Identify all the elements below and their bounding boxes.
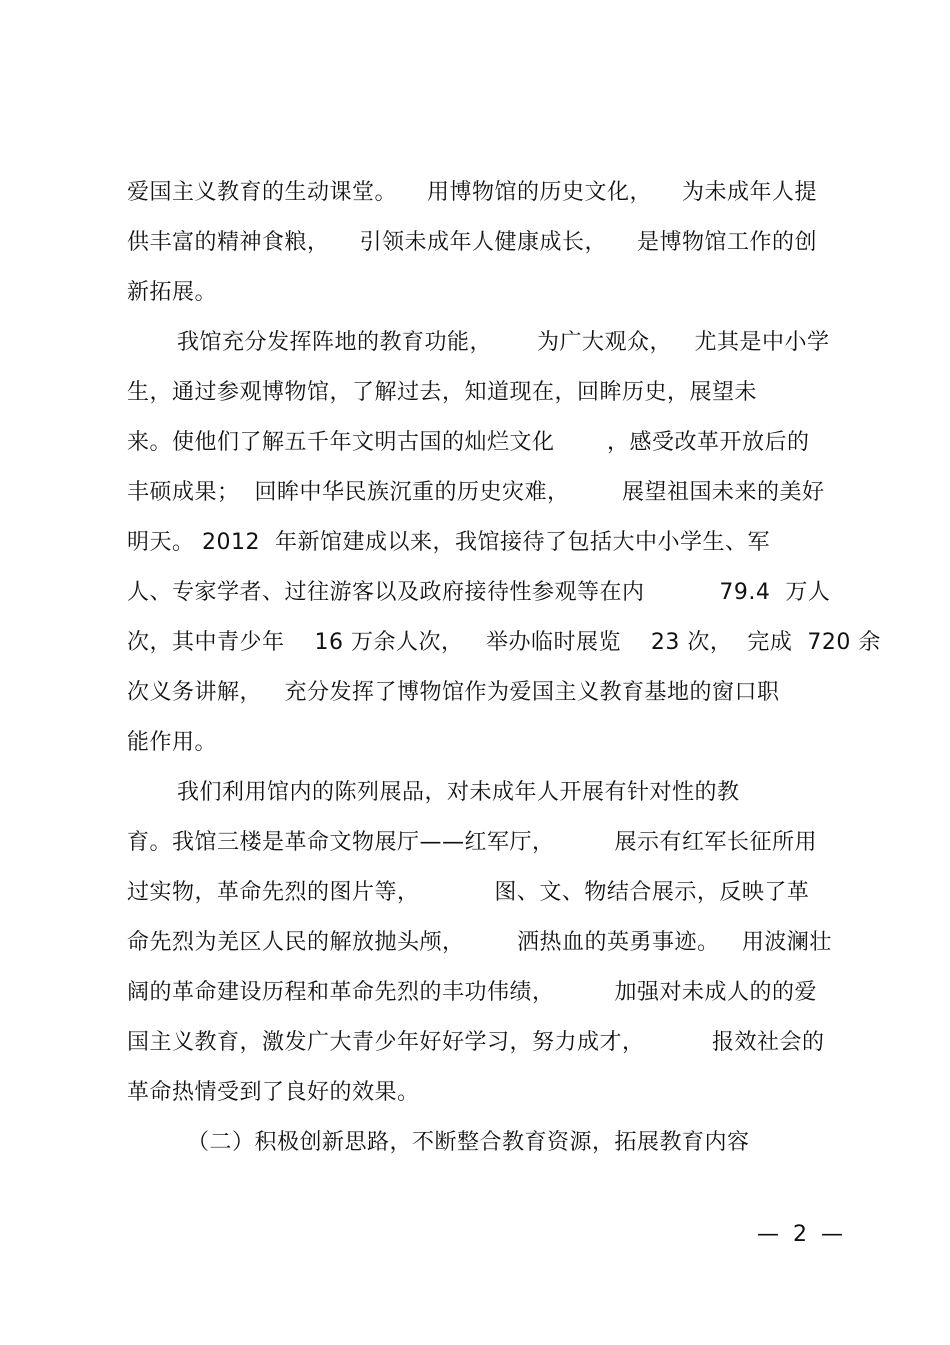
text-line-16: 命先烈为羌区人民的解放抛头颅， 洒热血的英勇事迹。 用波澜壮: [127, 930, 832, 955]
text-line-18: 国主义教育，激发广大青少年好好学习，努力成才， 报效社会的: [127, 1030, 825, 1055]
text-line-1: 爱国主义教育的生动课堂。 用博物馆的历史文化， 为未成年人提: [127, 180, 817, 205]
text-line-7: 丰硕成果； 回眸中华民族沉重的历史灾难， 展望祖国未来的美好: [127, 480, 825, 505]
text-line-6: 来。使他们了解五千年文明古国的灿烂文化 ，感受改革开放后的: [127, 430, 810, 455]
text-line-9: 人、专家学者、过往游客以及政府接待性参观等在内 79.4 万人: [127, 580, 831, 605]
text-line-2: 供丰富的精神食粮， 引领未成年人健康成长， 是博物馆工作的创: [127, 230, 817, 255]
text-line-15: 过实物，革命先烈的图片等， 图、文、物结合展示，反映了革: [127, 880, 810, 905]
page-number: — 2 —: [757, 1222, 843, 1247]
text-line-12: 能作用。: [127, 730, 218, 755]
text-line-17: 阔的革命建设历程和革命先烈的丰功伟绩， 加强对未成人的的爱: [127, 980, 817, 1005]
text-line-19: 革命热情受到了良好的效果。: [127, 1080, 420, 1105]
text-line-13: 我们利用馆内的陈列展品，对未成年人开展有针对性的教: [177, 780, 740, 805]
text-line-3: 新拓展。: [127, 280, 218, 305]
text-line-5: 生，通过参观博物馆，了解过去，知道现在，回眸历史，展望未: [127, 380, 758, 405]
section-heading: （二）积极创新思路，不断整合教育资源，拓展教育内容: [187, 1130, 750, 1155]
text-line-4: 我馆充分发挥阵地的教育功能， 为广大观众， 尤其是中小学: [177, 330, 830, 355]
text-line-11: 次义务讲解， 充分发挥了博物馆作为爱国主义教育基地的窗口职: [127, 680, 780, 705]
text-line-10: 次，其中青少年 16 万余人次， 举办临时展览 23 次， 完成 720 余: [127, 630, 881, 655]
text-line-14: 育。我馆三楼是革命文物展厅——红军厅， 展示有红军长征所用: [127, 830, 817, 855]
text-line-8: 明天。 2012 年新馆建成以来，我馆接待了包括大中小学生、军: [127, 530, 770, 555]
